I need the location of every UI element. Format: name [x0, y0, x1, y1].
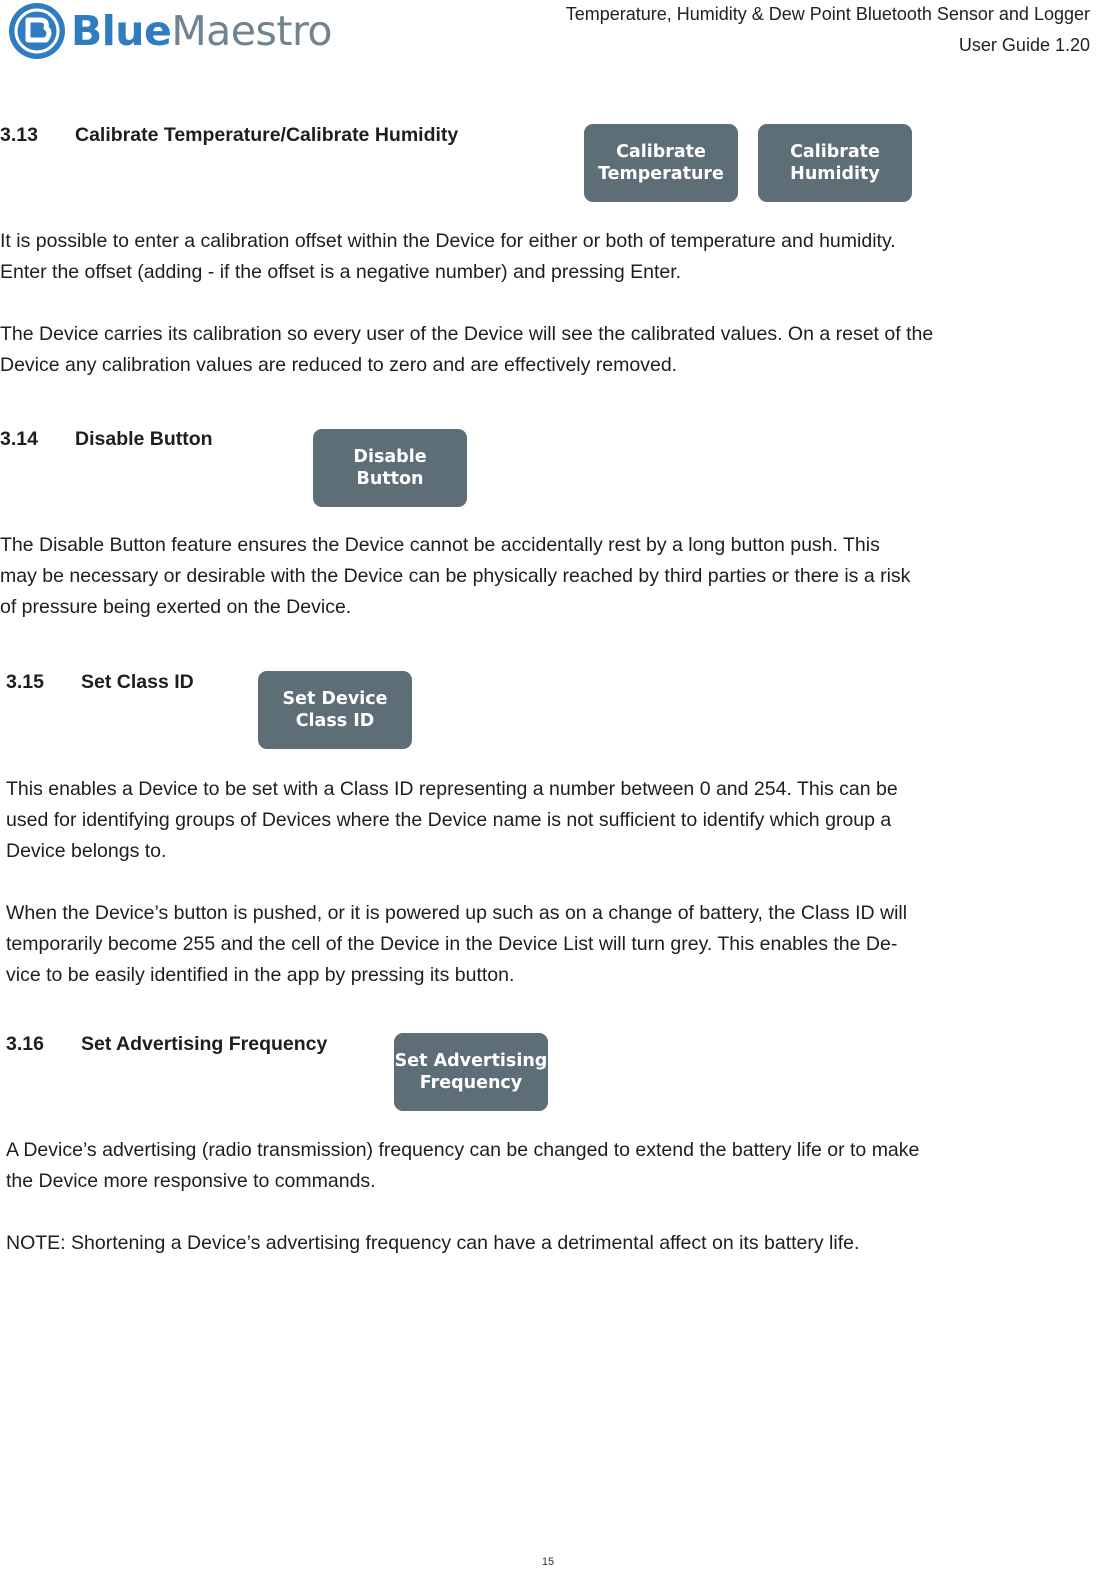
calibrate-temperature-button[interactable]: [584, 124, 738, 202]
section-title: Calibrate Temperature/Calibrate Humidity: [75, 124, 459, 146]
paragraph: [0, 319, 933, 381]
button-label-line2: Button: [356, 469, 424, 489]
text-line: Device any calibration values are reduced to zero and are effectively removed.: [0, 354, 678, 376]
text-line: may be necessary or desirable with the Device can be physically reached by third parties or there is a risk: [0, 565, 911, 587]
text-line: Enter the offset (adding - if the offset is a negative number) and pressing Enter.: [0, 261, 682, 283]
text-line: NOTE: Shortening a Device’s advertising frequency can have a detrimental affect on its battery life.: [6, 1232, 860, 1254]
text-line: of pressure being exerted on the Device.: [0, 596, 352, 618]
disable-button-button[interactable]: [313, 429, 467, 507]
text-line: It is possible to enter a calibration offset within the Device for either or both of temperature and humidity.: [0, 230, 896, 252]
section-heading-3-13: [0, 124, 458, 147]
document-title: Temperature, Humidity & Dew Point Bluetooth Sensor and Logger: [565, 4, 1090, 24]
paragraph: [6, 898, 907, 991]
button-label-line2: Temperature: [598, 164, 724, 184]
paragraph: [0, 530, 910, 623]
section-title: Set Advertising Frequency: [81, 1033, 328, 1055]
section-heading-3-14: [0, 428, 213, 451]
calibrate-humidity-button[interactable]: [758, 124, 912, 202]
button-label-line2: Class ID: [295, 711, 375, 731]
document-version: User Guide 1.20: [958, 35, 1090, 55]
brand-logo: [6, 0, 332, 62]
bluemaestro-logo-icon: [6, 0, 68, 62]
button-label-line1: Calibrate: [790, 142, 880, 162]
set-advertising-frequency-button[interactable]: [394, 1033, 548, 1111]
button-label-line1: Disable: [353, 447, 427, 467]
section-heading-3-15: [6, 671, 194, 694]
text-line: When the Device’s button is pushed, or it is powered up such as on a change of battery, the Class ID will: [6, 902, 908, 924]
section-title: Disable Button: [75, 428, 213, 450]
brand-name-blue: Blue: [71, 7, 172, 55]
page-number: 15: [541, 1556, 555, 1568]
paragraph: [0, 226, 896, 288]
text-line: The Device carries its calibration so every user of the Device will see the calibrated values. On a reset of the: [0, 323, 934, 345]
text-line: temporarily become 255 and the cell of the Device in the Device List will turn grey. This enables the De-: [6, 933, 898, 955]
section-number: 3.14: [0, 428, 38, 450]
text-line: used for identifying groups of Devices where the Device name is not sufficient to identify which group a: [6, 809, 892, 831]
section-number: 3.15: [6, 671, 44, 693]
paragraph: [6, 774, 898, 867]
section-title: Set Class ID: [81, 671, 194, 693]
section-heading-3-16: [6, 1033, 327, 1056]
text-line: the Device more responsive to commands.: [6, 1170, 376, 1192]
text-line: Device belongs to.: [6, 840, 167, 862]
text-line: This enables a Device to be set with a Class ID representing a number between 0 and 254. This can be: [6, 778, 898, 800]
text-line: vice to be easily identified in the app by pressing its button.: [6, 964, 515, 986]
button-label-line1: Set Device: [282, 689, 388, 709]
button-label-line2: Humidity: [790, 164, 880, 184]
button-label-line1: Set Advertising: [394, 1051, 548, 1071]
section-number: 3.16: [6, 1033, 44, 1055]
button-label-line2: Frequency: [419, 1073, 523, 1093]
text-line: The Disable Button feature ensures the Device cannot be accidentally rest by a long button push. This: [0, 534, 880, 556]
set-device-class-id-button[interactable]: [258, 671, 412, 749]
brand-name-grey: Maestro: [171, 7, 333, 55]
paragraph: [6, 1228, 859, 1259]
button-label-line1: Calibrate: [616, 142, 706, 162]
text-line: A Device’s advertising (radio transmission) frequency can be changed to extend the battery life or to make: [6, 1139, 920, 1161]
section-number: 3.13: [0, 124, 38, 146]
paragraph: [6, 1135, 919, 1197]
